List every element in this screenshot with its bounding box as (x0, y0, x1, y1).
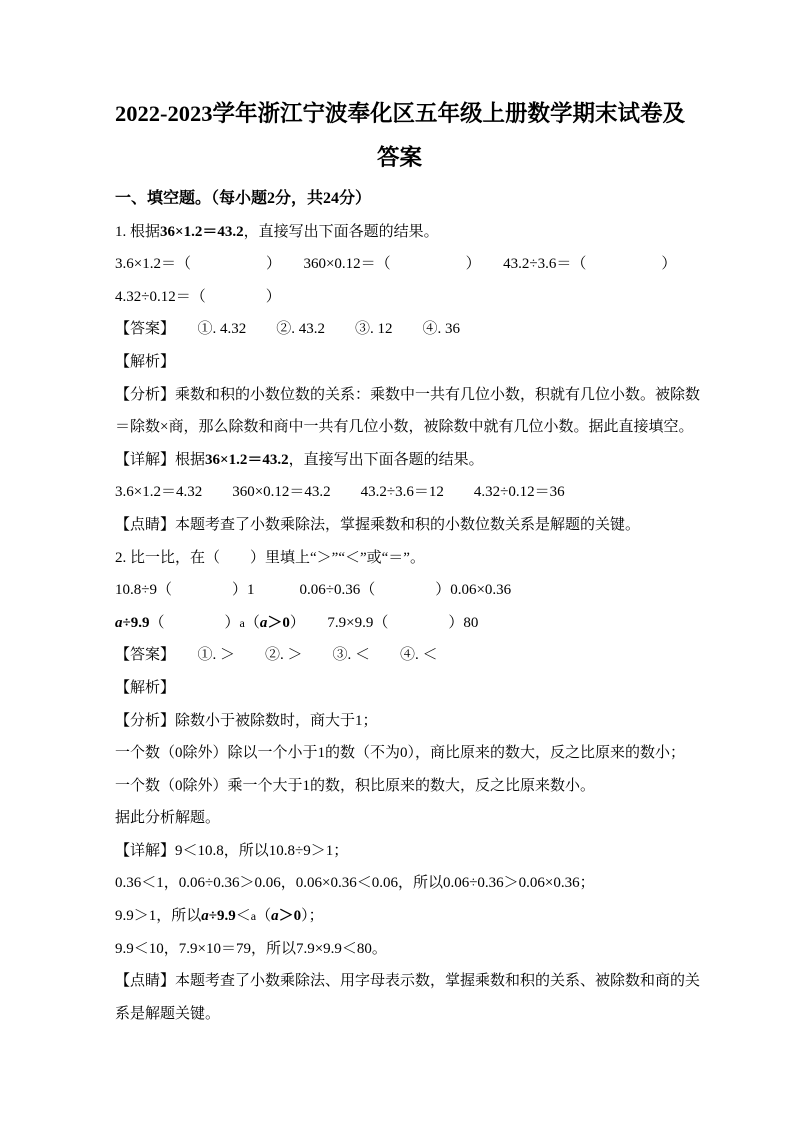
q2-dianjing-line-2 (115, 998, 684, 1031)
text-segment: 【解析】 (115, 353, 176, 370)
page-title (115, 92, 684, 180)
text-segment: 9.9＞1，所以 (115, 908, 202, 925)
q2-jiexi-label (115, 672, 684, 705)
text-segment: 【答案】 ①. ＞ ②. ＞ ③. ＜ ④. ＜ (115, 647, 438, 664)
q2-detail-line-3 (115, 900, 684, 933)
text-segment: 【答案】 ①. 4.32 ②. 43.2 ③. 12 ④. 36 (115, 321, 461, 338)
q1-detail-stem (115, 444, 684, 477)
text-segment: 36×1.2＝43.2 (160, 223, 244, 240)
document-body (115, 183, 701, 1030)
text-segment: a (239, 615, 245, 630)
text-segment: 据此分析解题。 (115, 810, 221, 827)
text-segment: 系是解题关键。 (115, 1005, 221, 1022)
q2-detail-line-4 (115, 933, 684, 966)
text-segment: ÷9.9 (122, 614, 150, 631)
q2-dianjing-line-1 (115, 965, 701, 998)
text-segment: 4.32÷0.12＝（ ） (115, 288, 281, 305)
q1-analysis-line-2 (115, 411, 694, 444)
text-segment: 0.36＜1，0.06÷0.36＞0.06，0.06×0.36＜0.06，所以0.06÷0.36＞0.06×0.36； (115, 875, 595, 892)
text-segment: 【点睛】本题考查了小数乘除法，掌握乘数和积的小数位数关系是解题的关键。 (115, 516, 641, 533)
text-segment: a (259, 614, 268, 631)
text-segment: 【分析】乘数和积的小数位数的关系：乘数中一共有几位小数，积就有几位小数。被除数 (115, 386, 701, 403)
text-segment: a (201, 908, 209, 925)
text-segment: 一个数（0除外）乘一个大于1的数，积比原来的数大，反之比原来数小。 (115, 777, 596, 794)
q1-analysis-line-1 (115, 379, 701, 412)
text-segment: a (250, 909, 257, 924)
page-title-line-1: 2022-2023学年浙江宁波奉化区五年级上册数学期末试卷及 (115, 101, 685, 126)
q2-detail-line-2 (115, 867, 684, 900)
question-2-stem (115, 542, 684, 575)
text-segment: 1. 根据 (115, 223, 161, 240)
text-segment: ÷9.9 (208, 908, 236, 925)
text-segment: 2. 比一比，在（ ）里填上“＞”“＜”或“＝”。 (115, 549, 425, 566)
q1-jiexi-label (115, 346, 684, 379)
text-segment: 【点睛】本题考查了小数乘除法、用字母表示数，掌握乘数和积的关系、被除数和商的关 (115, 973, 701, 990)
q2-analysis-line-3 (115, 770, 684, 803)
text-segment: 一个数（0除外）除以一个小于1的数（不为0），商比原来的数大，反之比原来的数小； (115, 745, 686, 762)
text-segment: ＞0 (267, 614, 290, 631)
text-segment: ＞0 (278, 908, 302, 925)
text-segment: 36×1.2＝43.2 (205, 451, 289, 468)
section-heading (115, 183, 684, 216)
question-1-stem (115, 216, 684, 249)
q1-answer (115, 313, 684, 346)
text-segment: ，直接写出下面各题的结果。 (288, 451, 484, 468)
page-title-line-2: 答案 (376, 145, 422, 170)
text-segment: 10.8÷9（ ）1 0.06÷0.36（ ）0.06×0.36 (115, 582, 512, 599)
q1-blank-line-1 (115, 248, 684, 281)
q2-analysis-line-1 (115, 705, 684, 738)
text-segment: ） 7.9×9.9（ ）80 (289, 614, 479, 631)
q2-detail-line-1 (115, 835, 684, 868)
text-segment: a (271, 908, 279, 925)
q1-blank-line-2 (115, 281, 684, 314)
text-segment: 【分析】除数小于被除数时，商大于1； (115, 712, 378, 729)
text-segment: ＝除数×商，那么除数和商中一共有几位小数，被除数中就有几位小数。据此直接填空。 (115, 419, 694, 436)
text-segment: 一、填空题。（每小题2分，共24分） (115, 190, 372, 207)
q2-compare-line-1 (115, 574, 684, 607)
text-segment: （ (256, 908, 272, 925)
text-segment: （ ） (149, 614, 240, 631)
text-segment: 3.6×1.2＝4.32 360×0.12＝43.2 43.2÷3.6＝12 4.32÷0.12＝36 (115, 484, 565, 501)
text-segment: 【详解】根据 (115, 451, 206, 468)
text-segment: ＜ (235, 908, 251, 925)
q2-analysis-line-4 (115, 802, 684, 835)
q1-detail-results (115, 476, 684, 509)
q2-compare-line-2 (115, 607, 684, 640)
q2-answer (115, 639, 684, 672)
text-segment: 【详解】9＜10.8，所以10.8÷9＞1； (115, 842, 349, 859)
text-segment: ）； (301, 908, 324, 925)
text-segment: 3.6×1.2＝（ ） 360×0.12＝（ ） 43.2÷3.6＝（ ） (115, 256, 677, 273)
text-segment: a (115, 614, 123, 631)
text-segment: （ (244, 614, 260, 631)
text-segment: ，直接写出下面各题的结果。 (243, 223, 439, 240)
text-segment: 【解析】 (115, 679, 176, 696)
text-segment: 9.9＜10，7.9×10＝79，所以7.9×9.9＜80。 (115, 940, 387, 957)
q2-analysis-line-2 (115, 737, 684, 770)
q1-dianjing (115, 509, 684, 542)
